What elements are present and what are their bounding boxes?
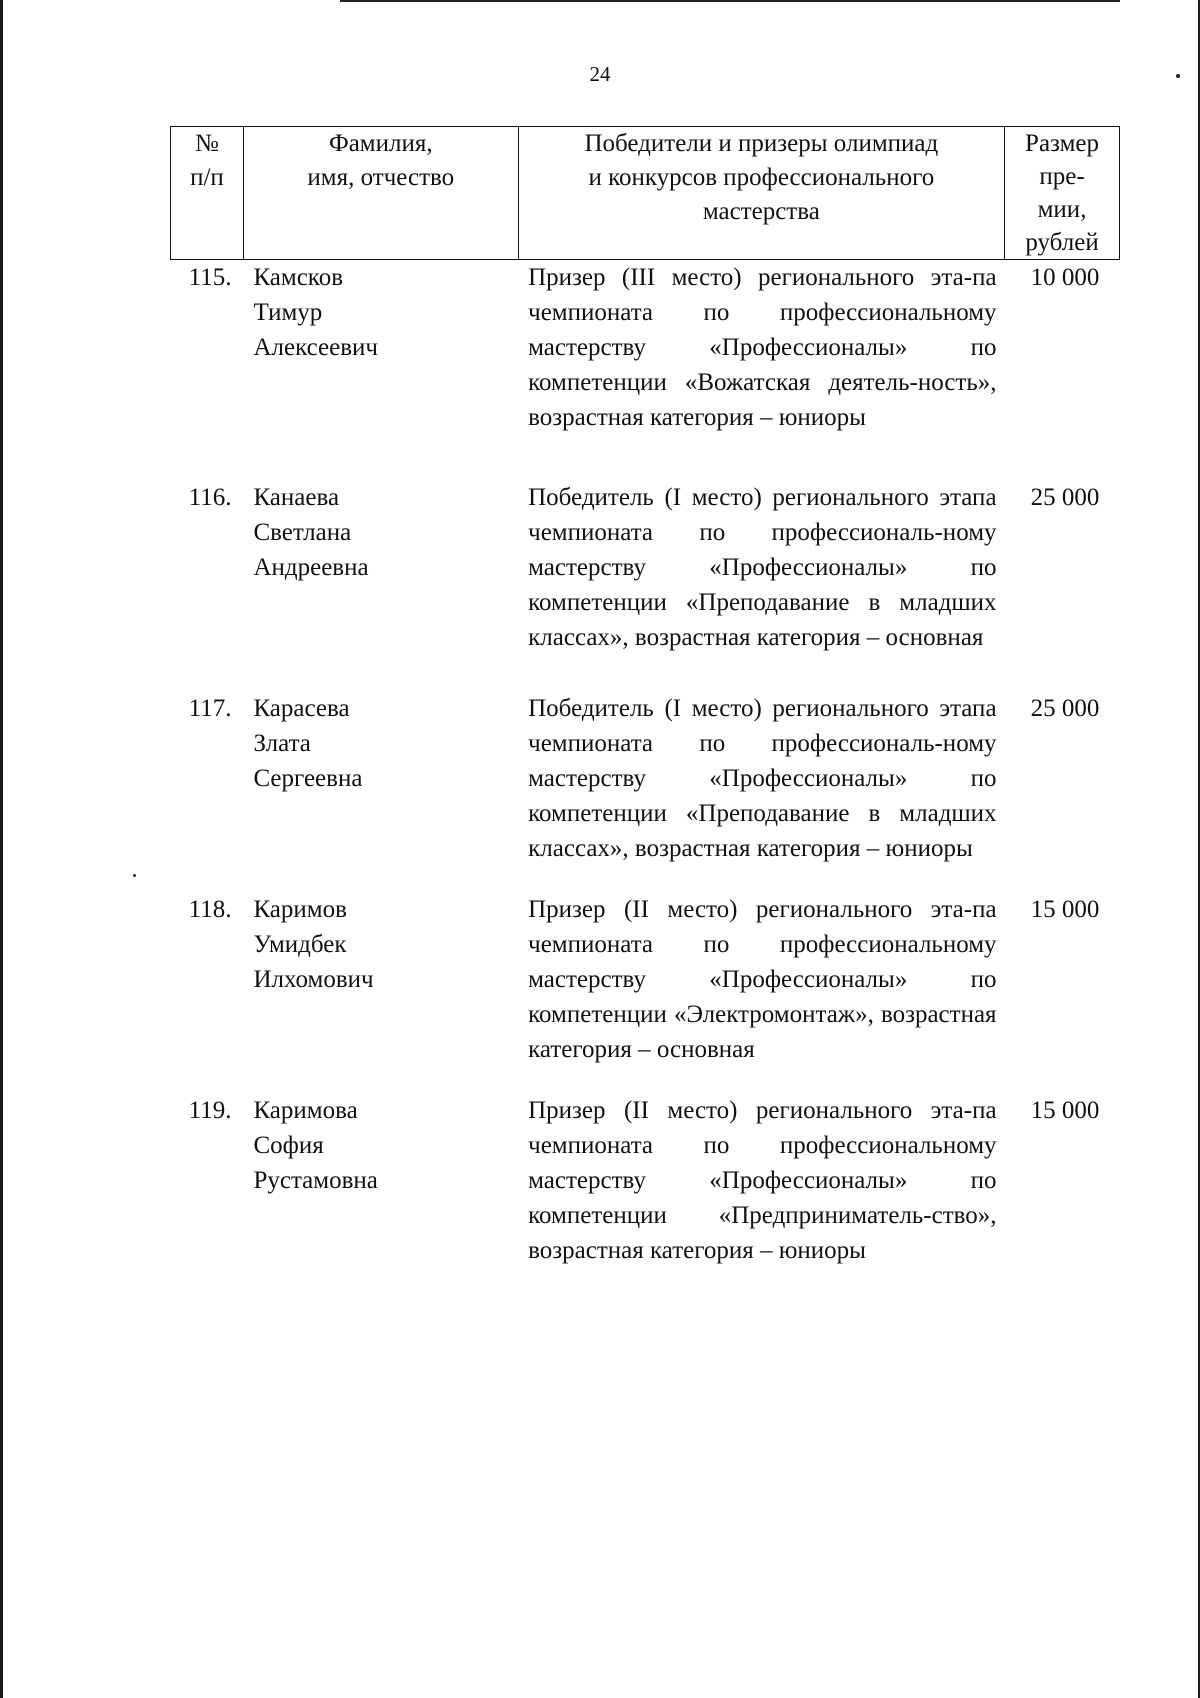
table-row xyxy=(171,260,1120,481)
name-line: Каримов xyxy=(253,896,347,923)
table-row xyxy=(171,480,1120,691)
row-amount: 15 000 xyxy=(1030,1097,1100,1124)
header-description-line: и конкурсов профессионального xyxy=(588,164,935,191)
name-line: Злата xyxy=(253,730,311,757)
name-line: Камсков xyxy=(253,264,343,291)
header-number xyxy=(171,127,244,260)
scan-artifact-line xyxy=(340,0,1120,2)
header-description-line: Победители и призеры олимпиад xyxy=(584,130,939,157)
header-amount xyxy=(1005,127,1120,260)
row-amount: 15 000 xyxy=(1030,896,1100,923)
awards-table xyxy=(170,126,1120,1268)
row-amount: 25 000 xyxy=(1030,484,1100,511)
table-row xyxy=(171,691,1120,892)
header-name xyxy=(243,127,518,260)
row-name xyxy=(243,691,518,892)
scan-speck xyxy=(133,874,136,877)
row-description: Призер (II место) регионального эта-па чемпионата по профессиональному мастерству «Профессионалы» по компетенции «Электромонтаж», возрастная категория – основная xyxy=(528,896,997,1063)
name-line: Илхомович xyxy=(253,966,374,993)
row-description: Призер (II место) регионального эта-па чемпионата по профессиональному мастерству «Профессионалы» по компетенции «Предприниматель-ство», возрастная категория – юниоры xyxy=(528,1097,997,1264)
name-line: Карасева xyxy=(253,695,350,722)
table-header-row xyxy=(171,127,1120,260)
row-name xyxy=(243,892,518,1093)
row-name xyxy=(243,1093,518,1268)
row-amount: 10 000 xyxy=(1030,264,1100,291)
header-number-line: п/п xyxy=(190,164,224,191)
name-line: Канаева xyxy=(253,484,340,511)
name-line: Андреевна xyxy=(253,554,369,581)
header-amount-line: пре- xyxy=(1039,163,1085,190)
row-name xyxy=(243,260,518,481)
row-amount: 25 000 xyxy=(1030,695,1100,722)
row-number: 119. xyxy=(188,1097,232,1124)
name-line: Алексеевич xyxy=(253,334,378,361)
row-number: 116. xyxy=(188,484,232,511)
scan-edge-left xyxy=(0,0,3,1698)
table-row xyxy=(171,1093,1120,1268)
page-number: 24 xyxy=(589,62,611,86)
header-amount-line: рублей xyxy=(1025,229,1099,256)
header-name-line: имя, отчество xyxy=(307,164,455,191)
header-name-line: Фамилия, xyxy=(328,130,433,157)
name-line: Рустамовна xyxy=(253,1167,378,1194)
header-amount-line: Размер xyxy=(1025,130,1099,157)
row-description: Призер (III место) регионального эта-па чемпионата по профессиональному мастерству «Профессионалы» по компетенции «Вожатская деятель-ность», возрастная категория – юниоры xyxy=(528,264,997,431)
name-line: Каримова xyxy=(253,1097,358,1124)
table-row xyxy=(171,892,1120,1093)
header-amount-line: мии, xyxy=(1037,196,1087,223)
row-number: 118. xyxy=(188,896,232,923)
row-description: Победитель (I место) регионального этапа чемпионата по профессиональ-ному мастерству «Профессионалы» по компетенции «Преподавание в младших классах», возрастная категория – юниоры xyxy=(528,695,997,862)
header-description xyxy=(518,127,1004,260)
name-line: София xyxy=(253,1132,324,1159)
name-line: Сергеевна xyxy=(253,765,363,792)
row-description: Победитель (I место) регионального этапа чемпионата по профессиональ-ному мастерству «Профессионалы» по компетенции «Преподавание в младших классах», возрастная категория – основная xyxy=(528,484,997,651)
name-line: Тимур xyxy=(253,299,323,326)
name-line: Светлана xyxy=(253,519,352,546)
header-number-line: № xyxy=(195,130,219,157)
header-description-line: мастерства xyxy=(702,198,820,225)
row-name xyxy=(243,480,518,691)
row-number: 115. xyxy=(188,264,232,291)
row-number: 117. xyxy=(188,695,232,722)
name-line: Умидбек xyxy=(253,931,347,958)
